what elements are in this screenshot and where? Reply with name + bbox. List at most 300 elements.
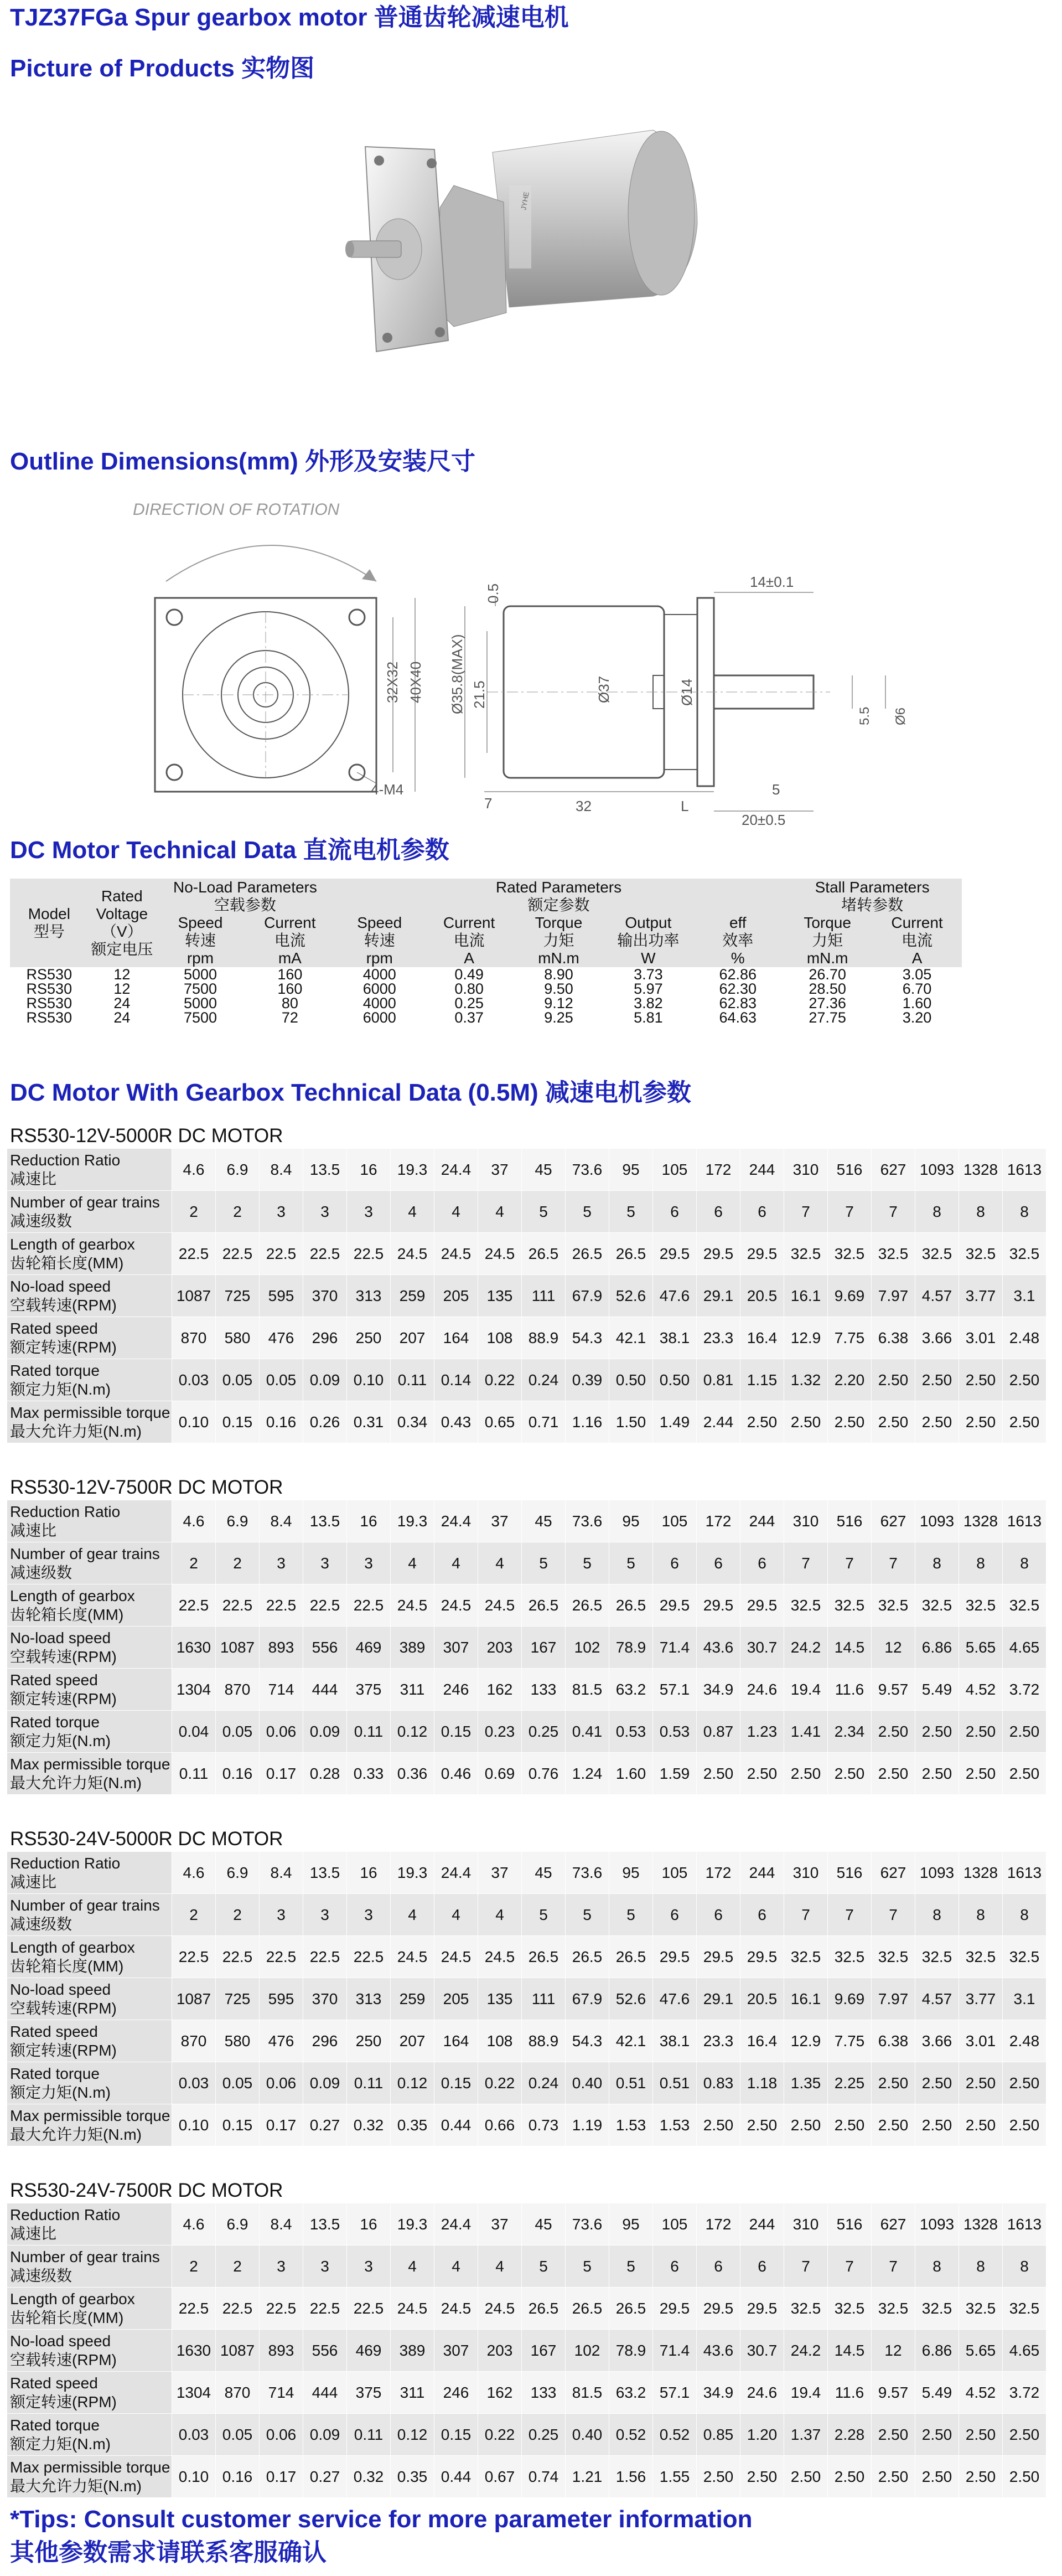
- table-cell: 13.5: [303, 1500, 347, 1542]
- table-cell: 4.57: [915, 1275, 959, 1317]
- table-cell: 16: [347, 1500, 391, 1542]
- table-cell: 24.5: [478, 1584, 522, 1627]
- table-cell: 1.35: [784, 2062, 828, 2104]
- table-cell: 0.09: [303, 1711, 347, 1753]
- table-cell: 32.5: [1003, 2288, 1047, 2330]
- table-cell: 57.1: [653, 1669, 697, 1711]
- table-cell: 81.5: [566, 1669, 609, 1711]
- table-cell: 26.5: [522, 1584, 566, 1627]
- table-cell: 24.2: [784, 1627, 828, 1669]
- table-cell: 0.31: [347, 1401, 391, 1443]
- table-cell: 32.5: [915, 1584, 959, 1627]
- table-cell: 0.69: [478, 1753, 522, 1795]
- table-cell: 250: [347, 1317, 391, 1359]
- table-cell: 45: [522, 1149, 566, 1191]
- gearbox-table: [7, 1500, 1047, 1795]
- table-cell: 78.9: [609, 1627, 653, 1669]
- table-cell: 0.16: [216, 2456, 260, 2498]
- table-cell: 13.5: [303, 1149, 347, 1191]
- row-label: Rated speed 额定转速(RPM): [7, 2020, 172, 2062]
- table-cell: 111: [522, 1275, 566, 1317]
- table-row: [7, 1978, 1047, 2020]
- table-cell: 4: [478, 1894, 522, 1936]
- table-cell: 1328: [959, 1852, 1003, 1894]
- table-cell: 2.50: [828, 1753, 872, 1795]
- table-cell: 0.16: [216, 1753, 260, 1795]
- table-cell: 2.50: [915, 2062, 959, 2104]
- table-cell: 250: [347, 2020, 391, 2062]
- table-cell: 172: [697, 1500, 740, 1542]
- table-cell: 469: [347, 2330, 391, 2372]
- table-cell: 4: [434, 2245, 478, 2288]
- table-cell: 34.9: [697, 2372, 740, 2414]
- table-cell: 1328: [959, 1149, 1003, 1191]
- table-cell: 23.3: [697, 1317, 740, 1359]
- table-cell: 24.4: [434, 1149, 478, 1191]
- table-cell: 67.9: [566, 1978, 609, 2020]
- table-cell: 8: [915, 1191, 959, 1233]
- table-cell: 12: [872, 2330, 915, 2372]
- table-cell: 0.50: [653, 1359, 697, 1401]
- table-cell: 3.01: [959, 1317, 1003, 1359]
- table-cell: 26.5: [609, 2288, 653, 2330]
- table-cell: 1613: [1003, 1500, 1047, 1542]
- table-cell: 24.2: [784, 2330, 828, 2372]
- table-cell: 0.34: [391, 1401, 434, 1443]
- table-cell: 205: [434, 1275, 478, 1317]
- table-cell: 0.53: [653, 1711, 697, 1753]
- table-cell: 5: [566, 1894, 609, 1936]
- svg-text:40X40: 40X40: [407, 661, 424, 703]
- table-cell: 22.5: [347, 1584, 391, 1627]
- table-cell: 29.5: [653, 1936, 697, 1978]
- table-cell: 725: [216, 1275, 260, 1317]
- table-cell: 1328: [959, 1500, 1003, 1542]
- table-cell: 0.10: [172, 1401, 216, 1443]
- table-cell: 0.26: [303, 1401, 347, 1443]
- table-cell: 2.50: [872, 2062, 915, 2104]
- table-cell: 22.5: [260, 2288, 303, 2330]
- table-cell: 81.5: [566, 2372, 609, 2414]
- table-cell: 1.18: [740, 2062, 784, 2104]
- table-cell: 444: [303, 2372, 347, 2414]
- table-cell: 1087: [172, 1275, 216, 1317]
- table-cell: 3: [347, 1894, 391, 1936]
- table-cell: 893: [260, 1627, 303, 1669]
- table-cell: 3.1: [1003, 1275, 1047, 1317]
- row-label: Max permissible torque 最大允许力矩(N.m): [7, 1753, 172, 1795]
- table-cell: 22.5: [172, 1233, 216, 1275]
- table-cell: 725: [216, 1978, 260, 2020]
- table-cell: 1613: [1003, 1149, 1047, 1191]
- gearbox-table-block: [7, 1475, 1046, 1795]
- table-cell: 3.66: [915, 2020, 959, 2062]
- row-label: Length of gearbox 齿轮箱长度(MM): [7, 1584, 172, 1627]
- table-cell: 6: [653, 1191, 697, 1233]
- table-cell: 0.87: [697, 1711, 740, 1753]
- table-cell: 5: [609, 2245, 653, 2288]
- table-cell: 296: [303, 2020, 347, 2062]
- row-label: Reduction Ratio 减速比: [7, 1852, 172, 1894]
- table-cell: 71.4: [653, 1627, 697, 1669]
- table-cell: 1.49: [653, 1401, 697, 1443]
- table-cell: 203: [478, 2330, 522, 2372]
- table-cell: 0.28: [303, 1753, 347, 1795]
- table-cell: 6: [740, 1894, 784, 1936]
- svg-text:Ø37: Ø37: [595, 675, 612, 703]
- table-cell: 0.65: [478, 1401, 522, 1443]
- table-cell: 0.09: [303, 2414, 347, 2456]
- svg-text:Ø14: Ø14: [678, 678, 695, 706]
- table-cell: 57.1: [653, 2372, 697, 2414]
- table-cell: 0.05: [216, 1711, 260, 1753]
- table-row: [7, 2245, 1047, 2288]
- table-cell: 102: [566, 2330, 609, 2372]
- table-cell: 14.5: [828, 2330, 872, 2372]
- table-cell: 22.5: [303, 2288, 347, 2330]
- table-cell: 1.55: [653, 2456, 697, 2498]
- table-cell: 14.5: [828, 1627, 872, 1669]
- table-cell: 1087: [216, 1627, 260, 1669]
- table-cell: 1.41: [784, 1711, 828, 1753]
- table-cell: 24.5: [478, 1936, 522, 1978]
- row-label: Rated torque 额定力矩(N.m): [7, 1711, 172, 1753]
- table-cell: 7: [828, 2245, 872, 2288]
- table-cell: 22.5: [172, 1936, 216, 1978]
- table-cell: 105: [653, 1500, 697, 1542]
- table-cell: 2.50: [959, 1711, 1003, 1753]
- table-cell: 6: [653, 1894, 697, 1936]
- table-cell: 0.24: [522, 1359, 566, 1401]
- table-cell: 24.5: [391, 2288, 434, 2330]
- row-label: Reduction Ratio 减速比: [7, 2203, 172, 2245]
- table-cell: 6: [697, 1542, 740, 1584]
- table-cell: 88.9: [522, 2020, 566, 2062]
- table-cell: 29.5: [740, 2288, 784, 2330]
- table-row: [7, 2414, 1047, 2456]
- table-cell: 164: [434, 2020, 478, 2062]
- table-cell: 0.22: [478, 2062, 522, 2104]
- table-cell: 22.5: [172, 1584, 216, 1627]
- dc-motor-table: Model 型号 Rated Voltage （V） 额定电压 No-Load Parameters 空载参数 Rated Parameters 额定参数 Stall Parameters 堵转参数 Speed 转速 Current 电流 Speed 转速 Current 电流 Torque 力矩 Output 输出功率 eff 效率 Torque 力矩 Current 电流 rpm mA rpm A mN.m W % mN.m A RS530 12 5000 160 4000 0.49 8.90 3.73 62.86 26.70 3.05 RS530 12 7500 160 6000 0.80 9.50 5.97 62.30 28.50 6.70 RS530 24 5000 80 4000 0.25 9.12 3.82 62.83 27.36 1.60 RS530 24 7500 72 6000 0.37 9.25 5.81 64.63 27.75 3.20: [10, 879, 962, 1025]
- table-cell: 32.5: [784, 1936, 828, 1978]
- table-cell: 0.03: [172, 2414, 216, 2456]
- table-cell: 1.20: [740, 2414, 784, 2456]
- table-cell: 2.50: [915, 1401, 959, 1443]
- row-label: Rated speed 额定转速(RPM): [7, 2372, 172, 2414]
- table-cell: 105: [653, 2203, 697, 2245]
- product-photo: [343, 119, 708, 385]
- table-cell: 2.48: [1003, 1317, 1047, 1359]
- table-cell: 1.37: [784, 2414, 828, 2456]
- table-cell: 6.86: [915, 2330, 959, 2372]
- table-cell: 1093: [915, 2203, 959, 2245]
- table-cell: 893: [260, 2330, 303, 2372]
- table-cell: 870: [216, 2372, 260, 2414]
- gearbox-table-block: [7, 1827, 1046, 2146]
- table-cell: 7.97: [872, 1978, 915, 2020]
- gearbox-table-block: [7, 2178, 1046, 2498]
- table-cell: 2.50: [872, 2414, 915, 2456]
- table-cell: 4.6: [172, 1852, 216, 1894]
- svg-text:L: L: [681, 798, 689, 814]
- gearbox-table-block: [7, 1124, 1046, 1443]
- table-cell: 0.25: [522, 2414, 566, 2456]
- table-cell: 1093: [915, 1852, 959, 1894]
- table-cell: 95: [609, 1500, 653, 1542]
- table-cell: 7.75: [828, 2020, 872, 2062]
- table-cell: 32.5: [872, 2288, 915, 2330]
- table-cell: 0.05: [260, 1359, 303, 1401]
- table-cell: 105: [653, 1852, 697, 1894]
- table-cell: 8: [959, 2245, 1003, 2288]
- row-label: No-load speed 空载转速(RPM): [7, 1275, 172, 1317]
- table-cell: 162: [478, 2372, 522, 2414]
- row-label: Reduction Ratio 减速比: [7, 1500, 172, 1542]
- table-cell: 0.05: [216, 2414, 260, 2456]
- table-cell: 5: [566, 2245, 609, 2288]
- table-cell: 0.05: [216, 1359, 260, 1401]
- table-cell: 0.51: [653, 2062, 697, 2104]
- table-cell: 0.36: [391, 1753, 434, 1795]
- table-cell: 0.12: [391, 1711, 434, 1753]
- table-cell: 32.5: [872, 1936, 915, 1978]
- table-cell: 1093: [915, 1149, 959, 1191]
- table-cell: 516: [828, 2203, 872, 2245]
- table-cell: 24.4: [434, 1852, 478, 1894]
- table-cell: 2.50: [740, 1753, 784, 1795]
- table-row: [7, 1401, 1047, 1443]
- table-cell: 3: [260, 1191, 303, 1233]
- table-cell: 8.4: [260, 1500, 303, 1542]
- table-cell: 1630: [172, 2330, 216, 2372]
- table-cell: 0.76: [522, 1753, 566, 1795]
- table-cell: 595: [260, 1978, 303, 2020]
- table-cell: 310: [784, 1852, 828, 1894]
- table-cell: 1.23: [740, 1711, 784, 1753]
- table-cell: 0.51: [609, 2062, 653, 2104]
- table-cell: 32.5: [784, 1584, 828, 1627]
- table-cell: 135: [478, 1275, 522, 1317]
- table-cell: 7: [872, 2245, 915, 2288]
- table-cell: 8: [1003, 2245, 1047, 2288]
- table-cell: 2.50: [872, 2104, 915, 2146]
- table-cell: 108: [478, 1317, 522, 1359]
- gearbox-table-title: RS530-24V-7500R DC MOTOR: [7, 2178, 1046, 2203]
- row-label: No-load speed 空载转速(RPM): [7, 1627, 172, 1669]
- table-row: [7, 1711, 1047, 1753]
- table-cell: 3.1: [1003, 1978, 1047, 2020]
- table-cell: 6: [740, 1542, 784, 1584]
- table-cell: 0.46: [434, 1753, 478, 1795]
- table-row: [7, 1753, 1047, 1795]
- table-cell: 45: [522, 1852, 566, 1894]
- table-cell: 580: [216, 2020, 260, 2062]
- svg-text:32X32: 32X32: [384, 661, 401, 703]
- table-cell: 29.5: [697, 1584, 740, 1627]
- table-cell: 12.9: [784, 1317, 828, 1359]
- table-cell: 2.50: [915, 2414, 959, 2456]
- table-cell: 476: [260, 2020, 303, 2062]
- table-cell: 16.1: [784, 1978, 828, 2020]
- table-cell: 22.5: [347, 1936, 391, 1978]
- row-label: Rated speed 额定转速(RPM): [7, 1669, 172, 1711]
- table-cell: 0.22: [478, 1359, 522, 1401]
- table-cell: 0.12: [391, 2414, 434, 2456]
- gearbox-table: [7, 1148, 1047, 1443]
- table-cell: 2.50: [784, 1753, 828, 1795]
- gearbox-table: [7, 2203, 1047, 2498]
- table-cell: 0.11: [172, 1753, 216, 1795]
- table-cell: 2.50: [828, 1401, 872, 1443]
- table-cell: 133: [522, 1669, 566, 1711]
- section-heading-outline: Outline Dimensions(mm) 外形及安装尺寸: [10, 448, 475, 475]
- table-cell: 4.6: [172, 2203, 216, 2245]
- table-cell: 4: [478, 2245, 522, 2288]
- table-row: [7, 2330, 1047, 2372]
- table-cell: 167: [522, 1627, 566, 1669]
- table-cell: 71.4: [653, 2330, 697, 2372]
- table-cell: 0.03: [172, 2062, 216, 2104]
- table-cell: 7: [784, 1542, 828, 1584]
- rotation-label: DIRECTION OF ROTATION: [133, 500, 340, 519]
- table-cell: 52.6: [609, 1978, 653, 2020]
- table-cell: 556: [303, 1627, 347, 1669]
- table-cell: 6.86: [915, 1627, 959, 1669]
- table-cell: 307: [434, 2330, 478, 2372]
- table-cell: 3: [260, 2245, 303, 2288]
- table-cell: 8: [915, 1894, 959, 1936]
- table-cell: 0.10: [172, 2456, 216, 2498]
- table-cell: 0.17: [260, 2104, 303, 2146]
- table-row: [7, 1191, 1047, 1233]
- table-row: [7, 1500, 1047, 1542]
- table-cell: 207: [391, 1317, 434, 1359]
- table-cell: 0.67: [478, 2456, 522, 2498]
- table-cell: 38.1: [653, 1317, 697, 1359]
- table-cell: 1630: [172, 1627, 216, 1669]
- table-cell: 0.06: [260, 2062, 303, 2104]
- table-cell: 0.40: [566, 2062, 609, 2104]
- table-cell: 1.15: [740, 1359, 784, 1401]
- table-cell: 24.5: [478, 1233, 522, 1275]
- table-cell: 2.28: [828, 2414, 872, 2456]
- table-cell: 310: [784, 2203, 828, 2245]
- table-cell: 7.75: [828, 1317, 872, 1359]
- table-cell: 32.5: [784, 2288, 828, 2330]
- table-cell: 2.50: [1003, 2414, 1047, 2456]
- table-cell: 2.50: [784, 1401, 828, 1443]
- table-cell: 2.48: [1003, 2020, 1047, 2062]
- table-cell: 24.5: [391, 1584, 434, 1627]
- table-cell: 2: [216, 1894, 260, 1936]
- table-row: [7, 1584, 1047, 1627]
- table-cell: 6: [653, 2245, 697, 2288]
- table-cell: 2.50: [784, 2104, 828, 2146]
- table-cell: 0.22: [478, 2414, 522, 2456]
- table-cell: 88.9: [522, 1317, 566, 1359]
- gearbox-table-title: RS530-12V-7500R DC MOTOR: [7, 1475, 1046, 1500]
- table-cell: 1.56: [609, 2456, 653, 2498]
- table-cell: 32.5: [915, 2288, 959, 2330]
- table-cell: 389: [391, 2330, 434, 2372]
- dc-row: RS530 12 5000 160 4000 0.49 8.90 3.73 62.86 26.70 3.05: [26, 967, 932, 982]
- row-label: Length of gearbox 齿轮箱长度(MM): [7, 1936, 172, 1978]
- table-cell: 556: [303, 2330, 347, 2372]
- table-cell: 0.66: [478, 2104, 522, 2146]
- table-cell: 0.44: [434, 2104, 478, 2146]
- table-row: [7, 1275, 1047, 1317]
- gearbox-table: [7, 1851, 1047, 2146]
- table-cell: 1613: [1003, 2203, 1047, 2245]
- table-cell: 627: [872, 1852, 915, 1894]
- row-label: Number of gear trains 减速级数: [7, 2245, 172, 2288]
- row-label: Rated torque 额定力矩(N.m): [7, 1359, 172, 1401]
- table-cell: 29.5: [653, 1584, 697, 1627]
- table-cell: 0.53: [609, 1711, 653, 1753]
- table-cell: 1304: [172, 1669, 216, 1711]
- row-label: Rated speed 额定转速(RPM): [7, 1317, 172, 1359]
- row-label: Number of gear trains 减速级数: [7, 1542, 172, 1584]
- table-cell: 2.50: [872, 1359, 915, 1401]
- table-cell: 5: [609, 1542, 653, 1584]
- table-cell: 0.12: [391, 2062, 434, 2104]
- table-cell: 37: [478, 2203, 522, 2245]
- table-cell: 0.23: [478, 1711, 522, 1753]
- table-cell: 870: [216, 1669, 260, 1711]
- table-cell: 2: [216, 1542, 260, 1584]
- table-cell: 26.5: [609, 1233, 653, 1275]
- table-cell: 0.10: [172, 2104, 216, 2146]
- table-cell: 42.1: [609, 2020, 653, 2062]
- table-row: [7, 1542, 1047, 1584]
- table-cell: 52.6: [609, 1275, 653, 1317]
- table-cell: 2.50: [828, 2456, 872, 2498]
- table-cell: 22.5: [260, 1936, 303, 1978]
- table-cell: 259: [391, 1275, 434, 1317]
- svg-text:7: 7: [484, 795, 493, 812]
- table-cell: 0.50: [609, 1359, 653, 1401]
- table-cell: 22.5: [347, 2288, 391, 2330]
- table-cell: 0.40: [566, 2414, 609, 2456]
- table-cell: 2.44: [697, 1401, 740, 1443]
- table-row: [7, 1317, 1047, 1359]
- table-cell: 375: [347, 1669, 391, 1711]
- dc-row: RS530 24 7500 72 6000 0.37 9.25 5.81 64.63 27.75 3.20: [26, 1010, 932, 1025]
- table-cell: 24.4: [434, 1500, 478, 1542]
- table-cell: 32.5: [828, 2288, 872, 2330]
- table-cell: 3: [347, 1191, 391, 1233]
- table-cell: 0.41: [566, 1711, 609, 1753]
- table-cell: 1.60: [609, 1753, 653, 1795]
- table-cell: 2.50: [1003, 1753, 1047, 1795]
- table-row: [7, 1894, 1047, 1936]
- table-cell: 29.5: [653, 1233, 697, 1275]
- row-label: Max permissible torque 最大允许力矩(N.m): [7, 2456, 172, 2498]
- table-cell: 22.5: [216, 2288, 260, 2330]
- table-cell: 1087: [216, 2330, 260, 2372]
- table-cell: 0.83: [697, 2062, 740, 2104]
- table-cell: 32.5: [784, 1233, 828, 1275]
- section-heading-dc: DC Motor Technical Data 直流电机参数: [10, 837, 449, 864]
- table-row: [7, 1359, 1047, 1401]
- table-cell: 2.34: [828, 1711, 872, 1753]
- table-row: [7, 1149, 1047, 1191]
- table-cell: 9.57: [872, 1669, 915, 1711]
- table-cell: 2.50: [828, 2104, 872, 2146]
- table-cell: 0.06: [260, 2414, 303, 2456]
- row-label: Rated torque 额定力矩(N.m): [7, 2062, 172, 2104]
